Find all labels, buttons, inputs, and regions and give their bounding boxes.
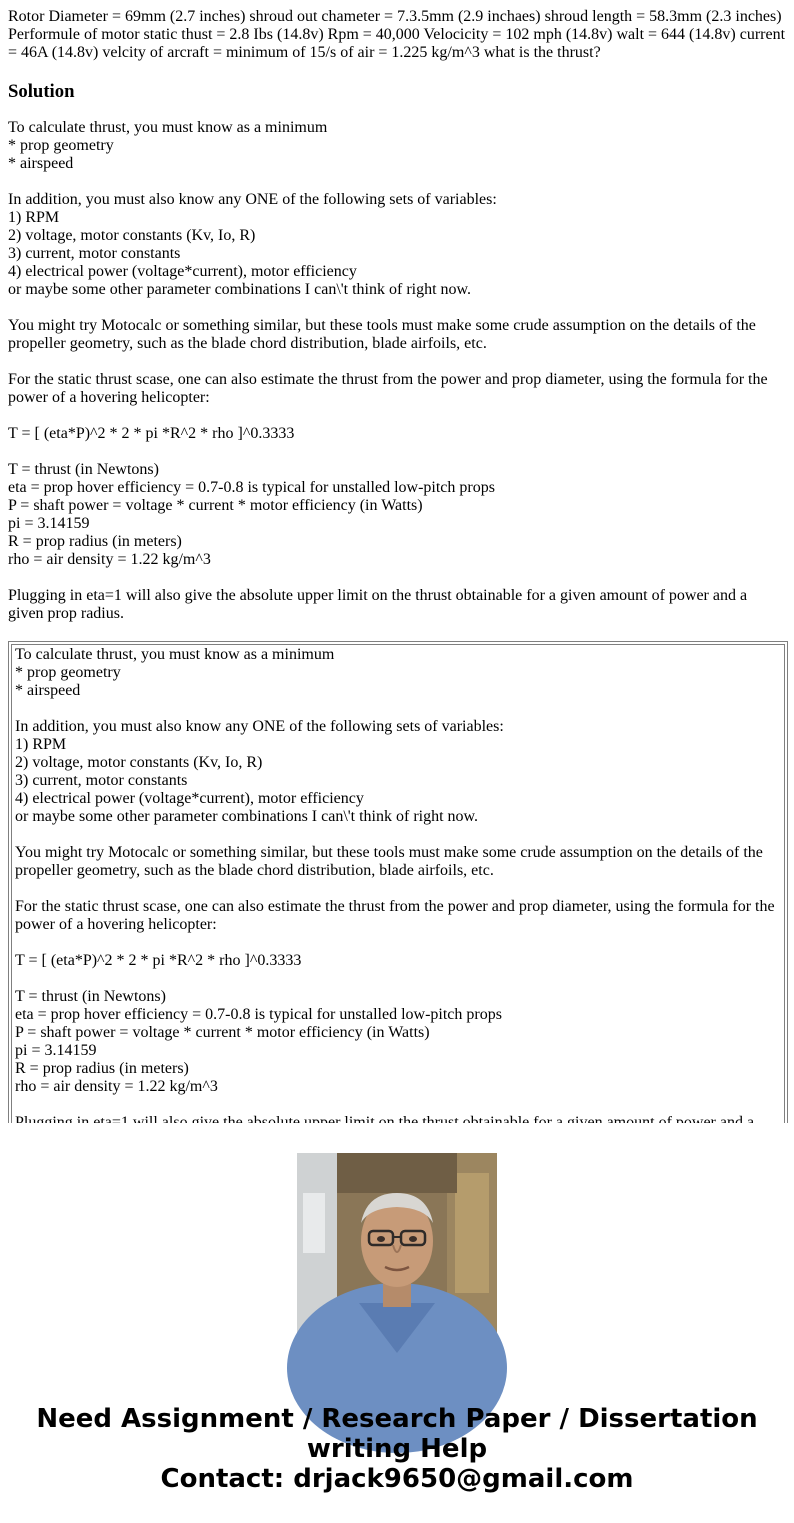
question-text: Rotor Diameter = 69mm (2.7 inches) shroud out chameter = 7.3.5mm (2.9 inchaes) shroud length = 58.3mm (2.3 inches) Performule of motor static thust = 2.8 Ibs (14.8v) Rpm = 40,000 Velocicity = 102 mph (14.8v) walt = 644 (14.8v) current = 46A (14.8v) velcity of arcraft = minimum of 15/s of air = 1.225 kg/m^3 what is the thrust? <box>8 8 786 61</box>
answer-line: rho = air density = 1.22 kg/m^3 <box>8 551 211 568</box>
answer-line: eta = prop hover efficiency = 0.7-0.8 is typical for unstalled low-pitch props <box>8 479 495 496</box>
answer-line: P = shaft power = voltage * current * motor efficiency (in Watts) <box>8 497 423 514</box>
framed-line: * prop geometry <box>15 664 121 681</box>
answer-line: * prop geometry <box>8 137 114 154</box>
promo-banner <box>0 1404 794 1494</box>
author-portrait-icon <box>297 1153 497 1353</box>
promo-line: writing Help <box>306 1434 488 1464</box>
answer-line: 1) RPM <box>8 209 60 226</box>
framed-line: For the static thrust scase, one can also estimate the thrust from the power and prop diameter, using the formula for the power of a hovering helicopter: <box>15 898 775 933</box>
answer-line: For the static thrust scase, one can also estimate the thrust from the power and prop diameter, using the formula for the power of a hovering helicopter: <box>8 371 768 406</box>
framed-line: * airspeed <box>15 682 81 699</box>
framed-line: 4) electrical power (voltage*current), motor efficiency <box>15 790 364 807</box>
answer-text <box>8 119 786 623</box>
promo-contact[interactable]: Contact: drjack9650@gmail.com <box>160 1464 634 1494</box>
framed-line: 2) voltage, motor constants (Kv, Io, R) <box>15 754 263 771</box>
answer-line: Plugging in eta=1 will also give the absolute upper limit on the thrust obtainable for a given amount of power and a given prop radius. <box>8 587 748 622</box>
answer-line: T = thrust (in Newtons) <box>8 461 159 478</box>
framed-line: In addition, you must also know any ONE of the following sets of variables: <box>15 718 504 735</box>
framed-answer-text <box>15 645 784 1150</box>
answer-line: 4) electrical power (voltage*current), motor efficiency <box>8 263 357 280</box>
answer-line: or maybe some other parameter combinations I can\'t think of right now. <box>8 281 472 298</box>
framed-line: P = shaft power = voltage * current * motor efficiency (in Watts) <box>15 1024 430 1041</box>
solution-heading: Solution <box>8 81 75 102</box>
page-content <box>8 8 786 623</box>
answer-line: 2) voltage, motor constants (Kv, Io, R) <box>8 227 256 244</box>
framed-line: 1) RPM <box>15 736 67 753</box>
framed-formula-line: T = [ (eta*P)^2 * 2 * pi *R^2 * rho ]^0.3333 <box>15 952 302 969</box>
answer-line: In addition, you must also know any ONE of the following sets of variables: <box>8 191 497 208</box>
answer-frame[interactable] <box>8 641 788 1129</box>
answer-frame-inner <box>11 644 785 1126</box>
framed-line: R = prop radius (in meters) <box>15 1060 189 1077</box>
framed-line: rho = air density = 1.22 kg/m^3 <box>15 1078 218 1095</box>
framed-line: To calculate thrust, you must know as a minimum <box>15 646 335 663</box>
formula-line: T = [ (eta*P)^2 * 2 * pi *R^2 * rho ]^0.3333 <box>8 425 295 442</box>
answer-line: 3) current, motor constants <box>8 245 181 262</box>
answer-line: R = prop radius (in meters) <box>8 533 182 550</box>
answer-line: * airspeed <box>8 155 74 172</box>
author-avatar <box>297 1153 497 1353</box>
framed-line: T = thrust (in Newtons) <box>15 988 166 1005</box>
answer-line: pi = 3.14159 <box>8 515 90 532</box>
answer-line: To calculate thrust, you must know as a minimum <box>8 119 328 136</box>
answer-line: You might try Motocalc or something similar, but these tools must make some crude assumption on the details of the propeller geometry, such as the blade chord distribution, blade airfoils, etc. <box>8 317 756 352</box>
framed-line: You might try Motocalc or something similar, but these tools must make some crude assumption on the details of the propeller geometry, such as the blade chord distribution, blade airfoils, etc. <box>15 844 763 879</box>
framed-line: pi = 3.14159 <box>15 1042 97 1059</box>
promo-line: Need Assignment / Research Paper / Dissertation <box>36 1404 758 1434</box>
framed-line: 3) current, motor constants <box>15 772 188 789</box>
framed-line: eta = prop hover efficiency = 0.7-0.8 is typical for unstalled low-pitch props <box>15 1006 502 1023</box>
framed-line: or maybe some other parameter combinations I can\'t think of right now. <box>15 808 479 825</box>
